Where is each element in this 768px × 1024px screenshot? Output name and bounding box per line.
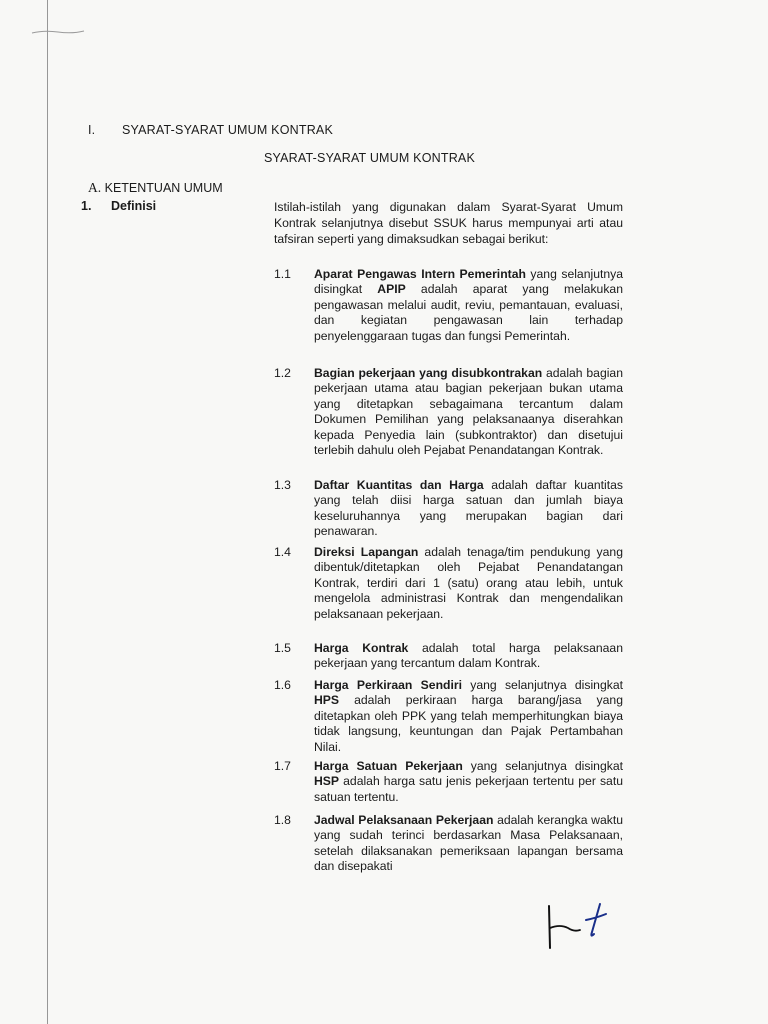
definition-abbreviation: HSP <box>314 774 340 789</box>
binding-margin-line <box>47 0 48 1024</box>
definition-item-body <box>314 478 623 540</box>
definition-text: yang selanjutnya disingkat <box>461 678 623 692</box>
definition-text: adalah kerangka waktu yang sudah terinci berdasarkan Masa Pelaksanaan, setelah dilaksanakan pemeriksaan lapangan bersama dan disepakati <box>314 813 623 874</box>
definition-text-continued: adalah aparat yang melakukan pengawasan melalui audit, reviu, pemantauan, evaluasi, dan kegiatan pengawasan lain terhadap penyelenggaraan tugas dan fungsi Pemerintah. <box>314 282 623 343</box>
scan-mark-icon <box>30 27 86 37</box>
initials-signature-icon <box>540 898 612 958</box>
definition-term: Direksi Lapangan <box>314 545 419 559</box>
definition-abbreviation: HPS <box>314 693 340 708</box>
definition-text: adalah tenaga/tim pendukung yang dibentuk/ditetapkan oleh Pejabat Penandatangan Kontrak, terdiri dari 1 (satu) orang atau lebih, untuk mengelola administrasi Kontrak dan mengendalikan pelaksanaan pekerjaan. <box>314 545 623 621</box>
intro-paragraph: Istilah-istilah yang digunakan dalam Syarat-Syarat Umum Kontrak selanjutnya disebut SSUK harus mempunyai arti atau tafsiran seperti yang dimaksudkan sebagai berikut: <box>274 200 623 246</box>
definition-item <box>274 267 623 344</box>
definition-item-number: 1.1 <box>274 267 291 281</box>
definition-item <box>274 478 623 540</box>
section-number: I. <box>88 123 96 137</box>
definition-item-number: 1.5 <box>274 641 291 655</box>
definition-abbreviation: APIP <box>377 282 406 297</box>
definition-number: 1. <box>81 199 92 213</box>
definition-term: Jadwal Pelaksanaan Pekerjaan <box>314 813 494 827</box>
definition-item-body <box>314 366 623 458</box>
definition-item-number: 1.6 <box>274 678 291 692</box>
definition-item-body <box>314 641 623 672</box>
definition-term: Harga Satuan Pekerjaan <box>314 759 463 773</box>
definition-heading <box>81 199 156 213</box>
definition-item-body <box>314 545 623 622</box>
definition-text-continued: adalah harga satu jenis pekerjaan tertentu per satu satuan tertentu. <box>314 774 623 804</box>
definition-item-body <box>314 678 623 755</box>
definition-term: Bagian pekerjaan yang disubkontrakan <box>314 366 543 380</box>
definition-term: Harga Perkiraan Sendiri <box>314 678 462 692</box>
section-title: SYARAT-SYARAT UMUM KONTRAK <box>122 123 334 137</box>
subsection-heading <box>88 180 223 196</box>
definition-item <box>274 759 623 805</box>
definition-item <box>274 678 623 755</box>
definition-title: Definisi <box>111 199 157 213</box>
definition-text: adalah total harga pelaksanaan pekerjaan yang tercantum dalam Kontrak. <box>314 641 623 671</box>
definition-item-number: 1.8 <box>274 813 291 827</box>
definition-text: adalah bagian pekerjaan utama atau bagian pekerjaan bukan utama yang ditetapkan sebagaimana tercantum dalam Dokumen Pemilihan yang pelaksanaanya diserahkan kepada Penyedia lain (subkontraktor) dan disetujui terlebih dahulu oleh Pejabat Penandatangan Kontrak. <box>314 366 623 458</box>
definition-item <box>274 545 623 622</box>
section-heading <box>88 123 333 137</box>
definition-term: Daftar Kuantitas dan Harga <box>314 478 484 492</box>
definition-item-number: 1.4 <box>274 545 291 559</box>
definition-text-continued: adalah perkiraan harga barang/jasa yang ditetapkan oleh PPK yang telah memperhitungkan biaya tidak langsung, keuntungan dan Pajak Pertambahan Nilai. <box>314 693 623 754</box>
document-title: SYARAT-SYARAT UMUM KONTRAK <box>264 151 476 165</box>
definition-item <box>274 366 623 458</box>
definition-item-body <box>314 759 623 805</box>
definition-item-number: 1.2 <box>274 366 291 380</box>
definition-item-number: 1.3 <box>274 478 291 492</box>
definition-item <box>274 641 623 672</box>
definition-text: adalah daftar kuantitas yang telah diisi harga satuan dan jumlah biaya keseluruhannya yang merupakan bagian dari penawaran. <box>314 478 623 539</box>
definition-item-body <box>314 813 623 875</box>
definition-item-body <box>314 267 623 344</box>
definition-term: Harga Kontrak <box>314 641 409 655</box>
subsection-title: KETENTUAN UMUM <box>104 181 223 195</box>
definition-item-number: 1.7 <box>274 759 291 773</box>
definition-item <box>274 813 623 875</box>
definition-text: yang selanjutnya disingkat <box>462 759 623 773</box>
definition-term: Aparat Pengawas Intern Pemerintah <box>314 267 526 281</box>
subsection-letter: A. <box>88 180 102 195</box>
definition-text: yang selanjutnya disingkat <box>314 267 624 297</box>
